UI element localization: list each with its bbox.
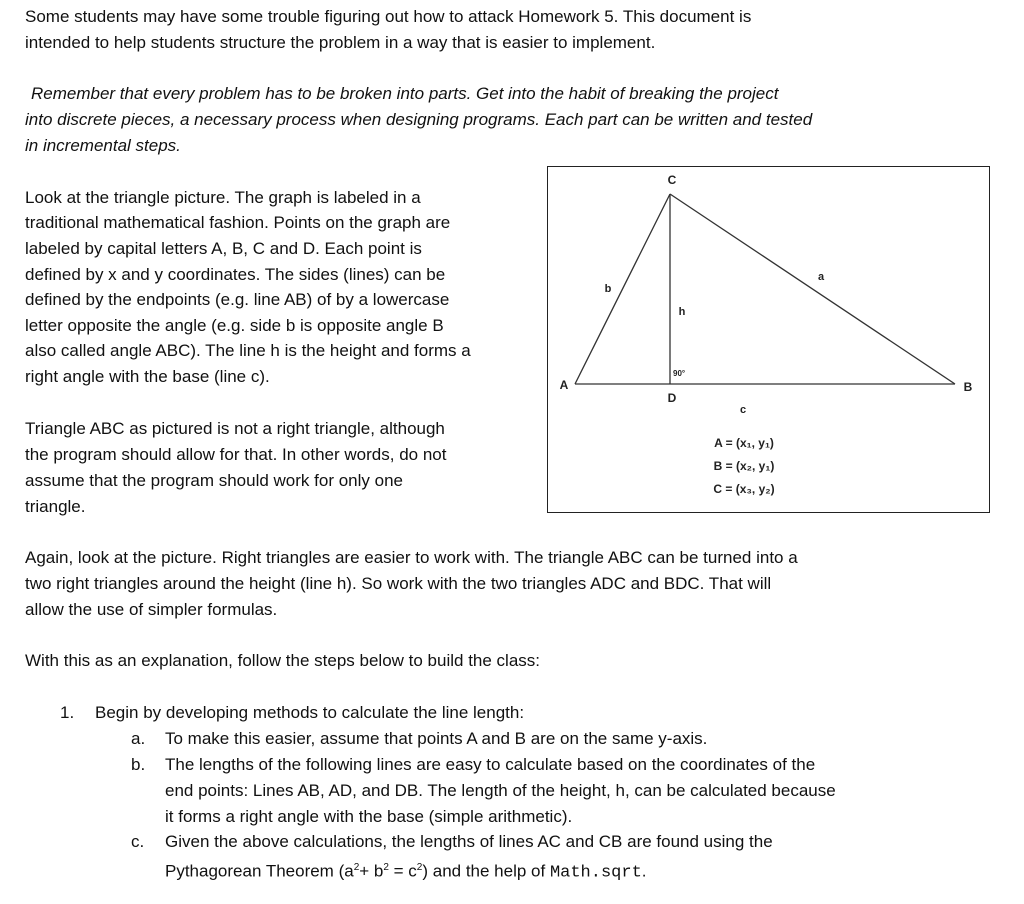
again-line: Again, look at the picture. Right triangles are easier to work with. The triangle ABC can be turned into a [25, 548, 798, 567]
remember-line: Remember that every problem has to be broken into parts. Get into the habit of breaking the project [31, 84, 779, 103]
height-h-label: h [678, 306, 686, 318]
list-item-a: To make this easier, assume that points A and B are on the same y-axis. [165, 729, 708, 748]
remember-line: in incremental steps. [25, 136, 181, 155]
coord-b: B = (x₂, y₁) [713, 459, 775, 473]
look-line: Look at the triangle picture. The graph is labeled in a [25, 188, 421, 207]
list-letter: a. [131, 729, 146, 748]
text: . [641, 861, 647, 881]
text: Pythagorean Theorem (a [165, 861, 354, 881]
triangle-figure [547, 166, 990, 513]
look-line: letter opposite the angle (e.g. side b is opposite angle B [25, 316, 444, 335]
point-d-label: D [667, 391, 677, 405]
list-letter: b. [131, 755, 146, 774]
intro-line: intended to help students structure the problem in a way that is easier to implement. [25, 33, 656, 52]
again-line: allow the use of simpler formulas. [25, 600, 278, 619]
look-line: also called angle ABC). The line h is the height and forms a [25, 341, 471, 360]
superscript: 2 [383, 862, 389, 873]
look-line: defined by the endpoints (e.g. line AB) of by a lowercase [25, 290, 450, 309]
remember-line: into discrete pieces, a necessary process when designing programs. Each part can be written and tested [25, 110, 813, 129]
text: ) and the help of [422, 861, 550, 881]
intro-line: Some students may have some trouble figuring out how to attack Homework 5. This document is [25, 7, 752, 26]
list-item-c-formula [165, 858, 647, 884]
side-a-label: a [817, 271, 825, 283]
side-b-line [575, 194, 670, 384]
not-right-line: triangle. [25, 497, 86, 516]
superscript: 2 [353, 862, 360, 873]
list-item-b: it forms a right angle with the base (simple arithmetic). [165, 807, 573, 826]
again-line: two right triangles around the height (line h). So work with the two triangles ADC and BDC. That will [25, 574, 772, 593]
list-item-1: Begin by developing methods to calculate the line length: [95, 703, 525, 722]
code-math-sqrt: Math.sqrt [549, 863, 642, 883]
side-b-label: b [604, 283, 612, 295]
point-b-label: B [963, 380, 973, 394]
not-right-line: assume that the program should work for only one [25, 471, 403, 490]
list-item-c: Given the above calculations, the lengths of lines AC and CB are found using the [165, 832, 773, 851]
not-right-line: Triangle ABC as pictured is not a right triangle, although [25, 419, 445, 438]
look-line: traditional mathematical fashion. Points on the graph are [25, 213, 451, 232]
coord-c: C = (x₃, y₂) [713, 482, 775, 496]
superscript: 2 [416, 862, 423, 873]
point-a-label: A [559, 378, 569, 392]
text: = c [388, 861, 417, 881]
look-line: labeled by capital letters A, B, C and D. Each point is [25, 239, 422, 258]
coord-a: A = (x₁, y₁) [714, 436, 774, 450]
list-number: 1. [60, 703, 75, 722]
explanation-line: With this as an explanation, follow the steps below to build the class: [25, 651, 541, 670]
point-c-label: C [667, 173, 677, 187]
text: + b [359, 861, 384, 881]
right-angle-label: 90° [673, 369, 686, 378]
not-right-line: the program should allow for that. In other words, do not [25, 445, 447, 464]
list-item-b: The lengths of the following lines are easy to calculate based on the coordinates of the [165, 755, 816, 774]
side-c-label: c [739, 404, 747, 416]
look-line: right angle with the base (line c). [25, 367, 270, 386]
list-item-b: end points: Lines AB, AD, and DB. The length of the height, h, can be calculated because [165, 781, 836, 800]
look-line: defined by x and y coordinates. The sides (lines) can be [25, 265, 446, 284]
side-a-line [670, 194, 955, 384]
list-letter: c. [131, 832, 145, 851]
